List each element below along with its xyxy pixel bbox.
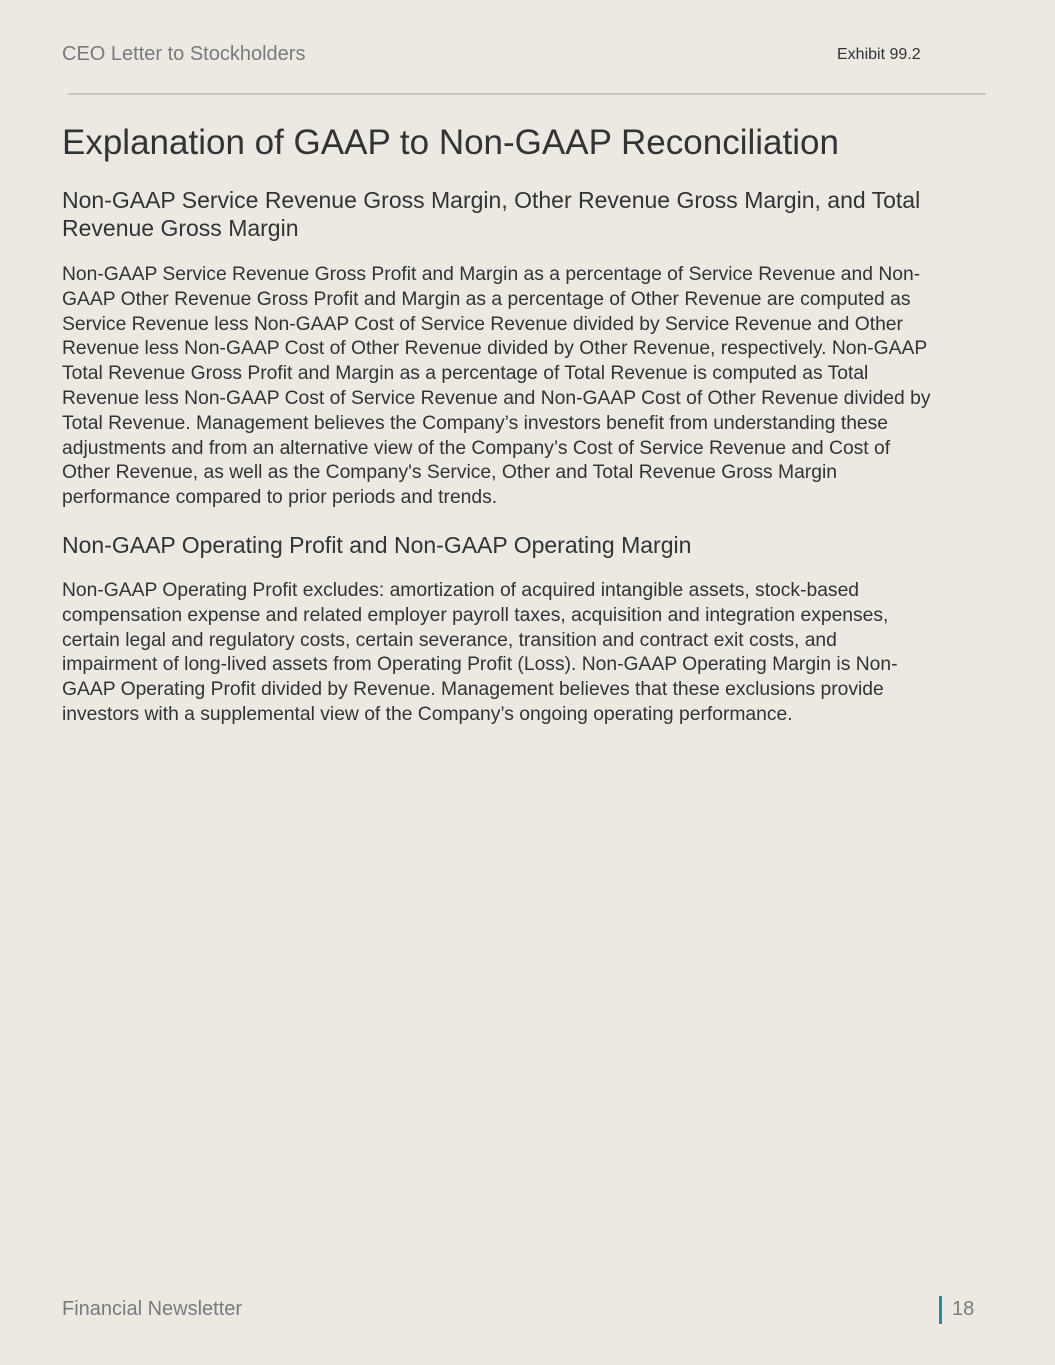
page-number: 18 bbox=[952, 1298, 975, 1320]
page-title: Explanation of GAAP to Non-GAAP Reconciliation bbox=[62, 123, 839, 162]
exhibit-label: Exhibit 99.2 bbox=[837, 46, 921, 63]
page-content bbox=[62, 122, 932, 728]
section-heading-gross-margin: Non-GAAP Service Revenue Gross Margin, Other Revenue Gross Margin, and Total Revenue Gross Margin bbox=[62, 187, 921, 241]
section-body-operating-margin: Non-GAAP Operating Profit excludes: amortization of acquired intangible assets, stock-based compensation expense and related employer payroll taxes, acquisition and integration expenses, certain legal and regulatory costs, certain severance, transition and contract exit costs, and impairment of long-lived assets from Operating Profit (Loss). Non-GAAP Operating Margin is Non-GAAP Operating Profit divided by Revenue. Management believes that these exclusions provide investors with a supplemental view of the Company’s ongoing operating performance. bbox=[62, 579, 898, 725]
section-body-gross-margin: Non-GAAP Service Revenue Gross Profit and Margin as a percentage of Service Revenue and Non-GAAP Other Revenue Gross Profit and Margin as a percentage of Other Revenue are computed as Service Revenue less Non-GAAP Cost of Service Revenue divided by Service Revenue and Other Revenue less Non-GAAP Cost of Other Revenue divided by Other Revenue, respectively. Non-GAAP Total Revenue Gross Profit and Margin as a percentage of Total Revenue is computed as Total Revenue less Non-GAAP Cost of Service Revenue and Non-GAAP Cost of Other Revenue divided by Total Revenue. Management believes the Company’s investors benefit from understanding these adjustments and from an alternative view of the Company’s Cost of Service Revenue and Cost of Other Revenue, as well as the Company's Service, Other and Total Revenue Gross Margin performance compared to prior periods and trends. bbox=[62, 264, 931, 509]
footer-accent-bar bbox=[939, 1296, 942, 1324]
header-document-title: CEO Letter to Stockholders bbox=[62, 43, 306, 65]
section-heading-operating-margin: Non-GAAP Operating Profit and Non-GAAP Operating Margin bbox=[62, 531, 692, 558]
header-divider bbox=[68, 93, 986, 95]
footer-publication-name: Financial Newsletter bbox=[62, 1298, 243, 1320]
